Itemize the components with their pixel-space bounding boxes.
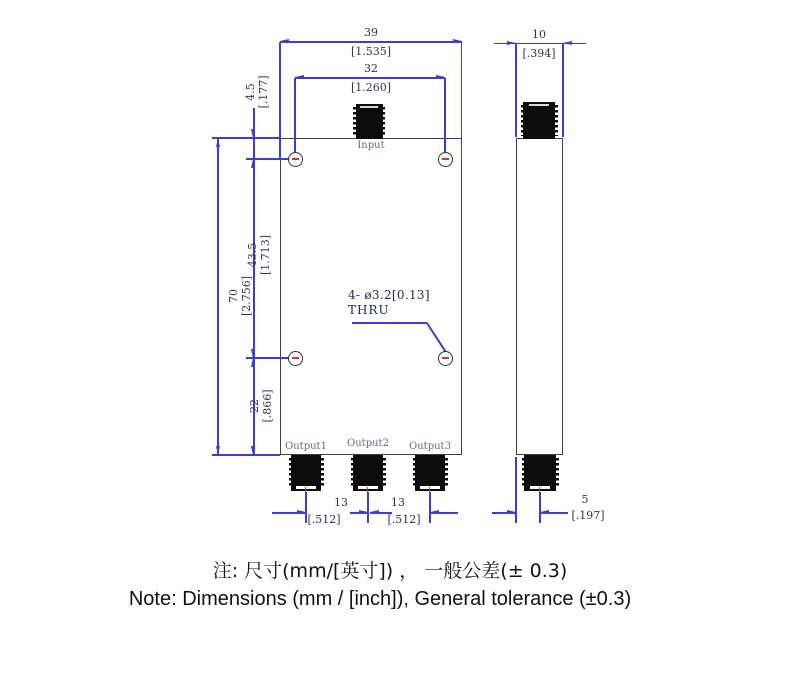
output3-port-label: Output3 (409, 441, 451, 452)
arrowhead (251, 446, 255, 455)
dim-output-pitch-2: 13 (391, 496, 405, 509)
center-mark (367, 487, 369, 492)
arrowhead (216, 446, 220, 455)
dim-inch: [.866] (261, 389, 274, 423)
dimension-line (217, 138, 219, 455)
connector-face (529, 104, 550, 106)
center-mark (305, 487, 307, 492)
center-mark (429, 487, 431, 492)
dim-inch: [1.535] (350, 45, 392, 58)
output3-connector (415, 455, 445, 491)
dim-inch: [.394] (522, 47, 556, 60)
dim-output-pitch-2-inch: [.512] (387, 513, 421, 526)
dim-depth (509, 29, 569, 60)
arrowhead (507, 510, 516, 514)
arrowhead (295, 75, 304, 79)
dim-overall-height (227, 276, 253, 316)
arrowhead (280, 39, 289, 43)
dim-hole-to-bottom (248, 389, 274, 422)
output2-port-label: Output2 (347, 438, 389, 449)
arrowhead (251, 358, 255, 367)
arrowhead (251, 159, 255, 168)
extension-line (212, 454, 280, 456)
extension-line (212, 137, 280, 139)
arrowhead (251, 349, 255, 358)
mounting-hole-top-left (288, 152, 303, 167)
mounting-hole-bottom-right (438, 351, 453, 366)
center-mark (539, 487, 541, 492)
dim-mm: 70 (227, 289, 240, 304)
output1-connector (291, 455, 321, 491)
dim-connector-offset-inch: [.197] (571, 509, 605, 522)
extension-line (444, 78, 446, 152)
dim-mm: 10 (532, 28, 546, 41)
connector-face (360, 106, 377, 108)
output2-connector (353, 455, 383, 491)
dim-overall-width (341, 27, 401, 58)
dim-mm: 39 (364, 26, 378, 39)
note-chinese: 注: 尺寸(mm/[英寸]) ， 一般公差(± 0.3) (212, 560, 568, 582)
leader-line (352, 322, 427, 324)
dim-mm: 22 (248, 399, 261, 414)
input-connector (356, 104, 383, 139)
dim-output-pitch-1-inch: [.512] (307, 513, 341, 526)
arrowhead (251, 129, 255, 138)
dim-mm: 4.5 (244, 83, 257, 101)
side-bottom-connector (524, 455, 556, 491)
center-line (367, 492, 369, 523)
arrowhead (216, 138, 220, 147)
dim-inch: [2.756] (240, 275, 253, 317)
dim-inch: [1.713] (259, 234, 272, 276)
hole-callout-thru: THRU (348, 303, 390, 317)
dim-connector-offset: 5 (581, 493, 589, 506)
arrowhead (359, 510, 368, 514)
center-line (539, 492, 541, 523)
arrowhead (436, 75, 445, 79)
mounting-hole-top-right (438, 152, 453, 167)
output1-port-label: Output1 (285, 441, 327, 452)
dim-inch: [.177] (257, 75, 270, 109)
dim-hole-pitch-vertical (246, 235, 272, 275)
dim-output-pitch-1: 13 (334, 496, 348, 509)
hole-callout (348, 288, 430, 318)
arrowhead (453, 39, 462, 43)
note-english: Note: Dimensions (mm / [inch]), General tolerance (±0.3) (128, 588, 632, 610)
dim-mm: 43.5 (246, 242, 259, 268)
dim-top-edge-to-hole (244, 75, 270, 108)
input-port-label: Input (357, 140, 385, 151)
dim-inch: [1.260] (350, 81, 392, 94)
hole-callout-size: 4- ø3.2[0.13] (348, 288, 430, 302)
mounting-hole-bottom-left (288, 351, 303, 366)
side-top-connector (523, 102, 555, 139)
extension-line (294, 78, 296, 152)
arrowhead (540, 510, 549, 514)
extension-line (461, 42, 463, 160)
dim-mm: 32 (364, 62, 378, 75)
side-view-body (516, 138, 563, 455)
extension-line (279, 42, 281, 160)
dim-hole-span (341, 63, 401, 94)
